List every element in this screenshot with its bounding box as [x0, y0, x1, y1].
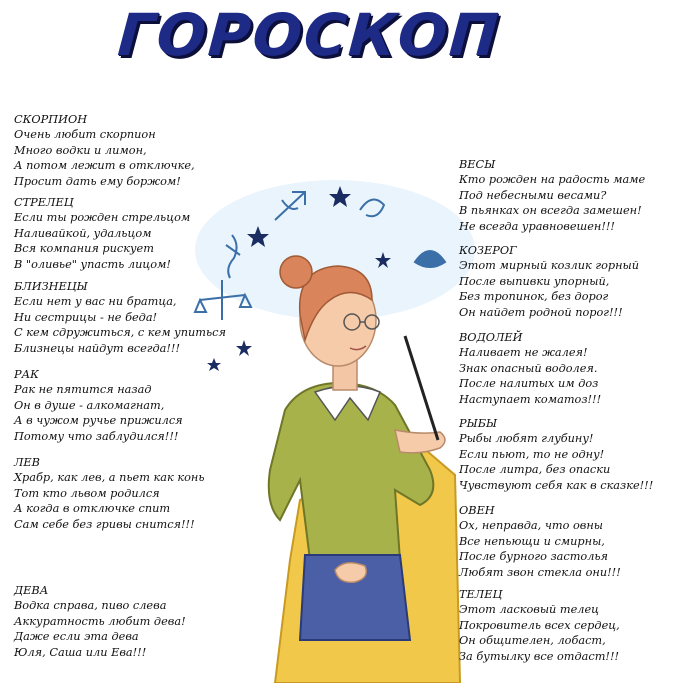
- verse-line: С кем сдружиться, с кем упиться: [14, 326, 226, 340]
- verse-line: Ни сестрицы - не беда!: [14, 310, 158, 324]
- sign-name: ОВЕН: [459, 504, 495, 517]
- verse-line: Покровитель всех сердец,: [459, 618, 620, 632]
- sign-name: БЛИЗНЕЦЫ: [14, 280, 88, 293]
- sign-name: ВОДОЛЕЙ: [459, 331, 523, 344]
- verse-line: Этот мирный козлик горный: [459, 259, 640, 273]
- hair-bun: [280, 256, 312, 288]
- sign-virgo: [14, 583, 264, 660]
- sign-aries: [459, 503, 700, 580]
- verse-line: Знак опасный водолея.: [459, 361, 598, 375]
- sign-sagittarius: [14, 195, 264, 272]
- verse-line: Вся компания рискует: [14, 242, 154, 256]
- sign-name: СКОРПИОН: [14, 113, 88, 126]
- verse-line: Водка справа, пиво слева: [14, 599, 167, 613]
- verse-line: Без тропинок, без дорог: [459, 290, 609, 304]
- verse-line: Кто рожден на радость маме: [459, 173, 646, 187]
- pointer-stick: [405, 336, 438, 440]
- verse-line: Если ты рожден стрельцом: [14, 211, 191, 225]
- sign-name: ЛЕВ: [14, 456, 40, 469]
- sign-gemini: [14, 279, 264, 356]
- verse-line: Он в душе - алкомагнат,: [14, 398, 165, 412]
- sign-name: КОЗЕРОГ: [459, 244, 517, 257]
- sign-scorpio: [14, 112, 264, 189]
- verse-line: Он найдет родной порог!!!: [459, 305, 623, 319]
- verse-line: Очень любит скорпион: [14, 128, 156, 142]
- sign-libra: [459, 157, 700, 234]
- verse-line: Если пьют, то не одну!: [459, 447, 605, 461]
- verse-line: Рак не пятится назад: [14, 383, 152, 397]
- verse-line: В пьянках он всегда замешен!: [459, 204, 642, 218]
- verse-line: Даже если эта дева: [14, 630, 139, 644]
- verse-line: Наливает не жалея!: [459, 346, 588, 360]
- verse-line: Аккуратность любит дева!: [14, 614, 186, 628]
- verse-line: После литра, без опаски: [459, 463, 611, 477]
- verse-line: Наливайкой, удальцом: [14, 226, 152, 240]
- verse-line: После налитых им доз: [459, 377, 599, 391]
- sign-name: РАК: [14, 368, 39, 381]
- sign-leo: [14, 455, 264, 532]
- verse-line: Не всегда уравновешен!!!: [459, 219, 615, 233]
- page-title: ГОРОСКОП: [115, 1, 503, 69]
- sign-name: ТЕЛЕЦ: [459, 588, 503, 601]
- verse-line: А когда в отключке спит: [14, 502, 171, 516]
- verse-line: После выпивки упорный,: [459, 274, 610, 288]
- verse-line: Ох, неправда, что овны: [459, 519, 603, 533]
- verse-line: Храбр, как лев, а пьет как конь: [14, 471, 205, 485]
- verse-line: Если нет у вас ни братца,: [14, 295, 177, 309]
- sign-taurus: [459, 587, 700, 664]
- verse-line: За бутылку все отдаст!!!: [459, 649, 620, 663]
- sign-cancer: [14, 367, 264, 444]
- verse-line: А в чужом ручье прижился: [14, 414, 183, 428]
- verse-line: Тот кто львом родился: [14, 486, 160, 500]
- verse-line: Он общителен, лобаст,: [459, 634, 606, 648]
- sign-name: ВЕСЫ: [459, 158, 496, 171]
- verse-line: Все непьющи и смирны,: [459, 534, 605, 548]
- verse-line: Любят звон стекла они!!!: [459, 565, 621, 579]
- verse-line: Чувствуют себя как в сказке!!!: [459, 478, 654, 492]
- verse-line: Много водки и лимон,: [14, 143, 147, 157]
- verse-line: Сам себе без гривы снится!!!: [14, 517, 195, 531]
- verse-line: Наступает коматоз!!!: [459, 392, 602, 406]
- sign-pisces: [459, 416, 700, 493]
- sign-name: ДЕВА: [14, 584, 49, 597]
- verse-line: В "оливье" упасть лицом!: [14, 257, 171, 271]
- verse-line: Близнецы найдут всегда!!!: [14, 341, 181, 355]
- verse-line: Под небесными весами?: [459, 188, 607, 202]
- verse-line: А потом лежит в отключке,: [14, 159, 195, 173]
- sign-aquarius: [459, 330, 700, 407]
- verse-line: Потому что заблудился!!!: [14, 429, 179, 443]
- verse-line: Рыбы любят глубину!: [459, 432, 594, 446]
- verse-line: Просит дать ему боржом!: [14, 174, 181, 188]
- sign-capricorn: [459, 243, 700, 320]
- verse-line: После бурного застолья: [459, 550, 609, 564]
- verse-line: Этот ласковый телец: [459, 603, 600, 617]
- sign-name: СТРЕЛЕЦ: [14, 196, 74, 209]
- verse-line: Юля, Саша или Ева!!!: [14, 645, 147, 659]
- sign-name: РЫБЫ: [459, 417, 498, 430]
